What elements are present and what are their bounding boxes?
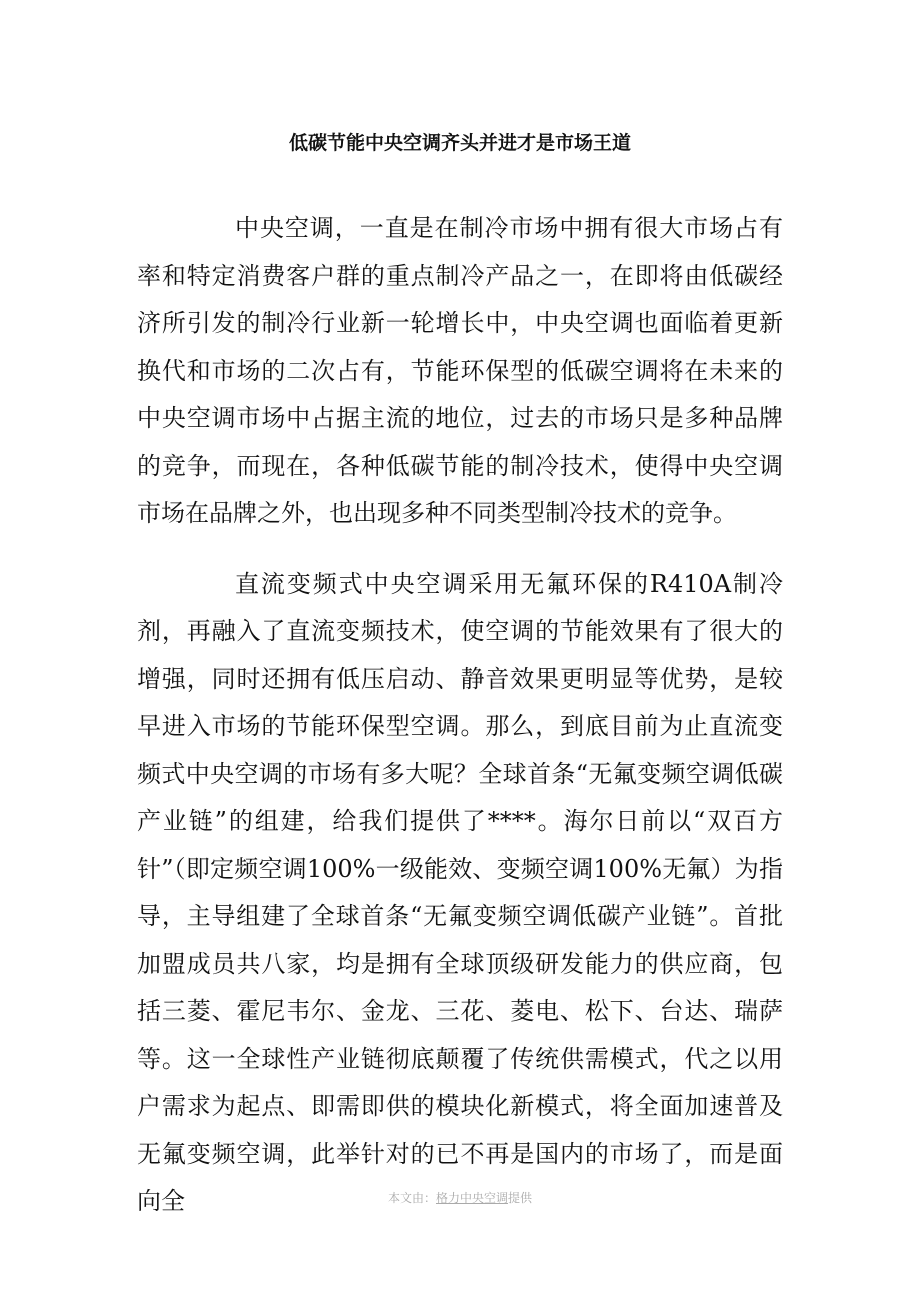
document-title: 低碳节能中央空调齐头并进才是市场王道 xyxy=(288,132,631,154)
footer-prefix: 本文由： xyxy=(387,1191,436,1205)
paragraph-2: 直流变频式中央空调采用无氟环保的R410A制冷剂，再融入了直流变频技术，使空调的节能效果有了很大的增强，同时还拥有低压启动、静音效果更明显等优势，是较早进入市场的节能环保型空调。那么，到底目前为止直流变频式中央空调的市场有多大呢？全球首条“无氟变频空调低碳产业链”的组建，给我们提供了****。海尔日前以“双百方针”（即定频空调100%一级能效、变频空调100%无氟）为指导，主导组建了全球首条“无氟变频空调低碳产业链”。首批加盟成员共八家，均是拥有全球顶级研发能力的供应商，包括三菱、霍尼韦尔、金龙、三花、菱电、松下、台达、瑞萨等。这一全球性产业链彻底颠覆了传统供需模式，代之以用户需求为起点、即需即供的模块化新模式，将全面加速普及无氟变频空调，此举针对的已不再是国内的市场了，而是面向全 xyxy=(137,569,783,1215)
footer-link[interactable]: 格力中央空调 xyxy=(435,1191,508,1205)
paragraph-1: 中央空调，一直是在制冷市场中拥有很大市场占有率和特定消费客户群的重点制冷产品之一，在即将由低碳经济所引发的制冷行业新一轮增长中，中央空调也面临着更新换代和市场的二次占有，节能环保型的低碳空调将在未来的中央空调市场中占据主流的地位，过去的市场只是多种品牌的竞争，而现在，各种低碳节能的制冷技术，使得中央空调市场在品牌之外，也出现多种不同类型制冷技术的竞争。 xyxy=(137,214,783,527)
footer-suffix: 提供 xyxy=(508,1191,533,1205)
document-body xyxy=(137,205,783,1226)
footer-credit xyxy=(0,1188,920,1208)
